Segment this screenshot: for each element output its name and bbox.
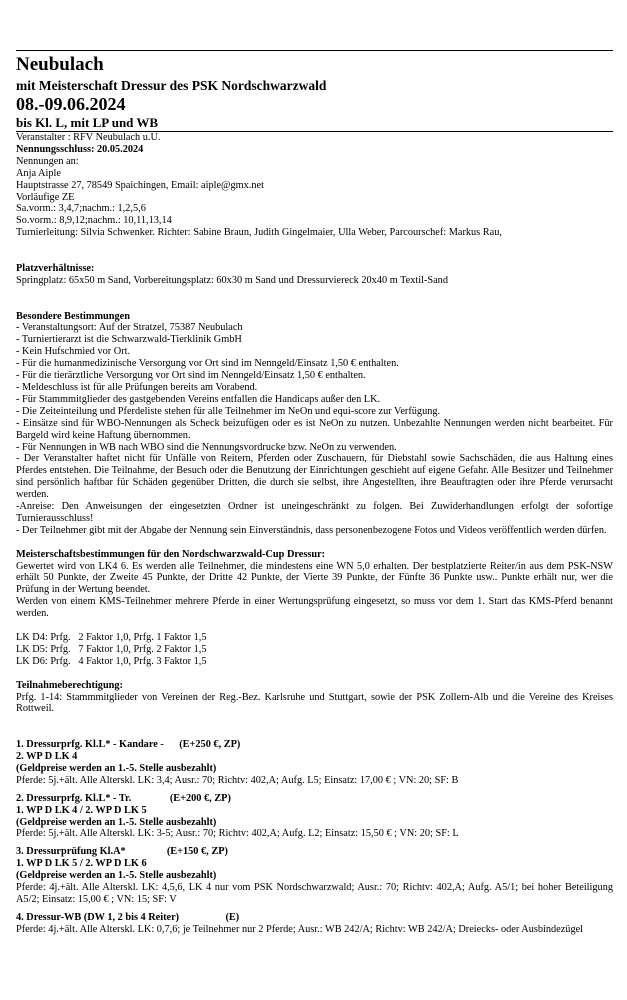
competition-prize-note: (Geldpreise werden an 1.-5. Stelle ausbezahlt) xyxy=(16,762,217,774)
competition-prize: (E) xyxy=(225,911,240,923)
special-rule: - Für Stammmitglieder des gastgebenden Vereins entfallen die Handicaps außer den LK. xyxy=(16,393,381,405)
championship-text: Gewertet wird von LK4 6. Es werden alle Teilnehmer, die mindestens eine WN 5,0 erhalten. Der bestplatzierte Reiter/in aus dem PSK-NSW erhält 50 Punkte, der Zweite 45 Punkte, der Dritte 42 Punkte, der Vierte 39 Punkte, der Fünfte 36 Punkte usw.. Punkte erhält nur, wer die Prüfung in der Wertung beendet. xyxy=(16,560,613,596)
class-range: bis Kl. L, mit LP und WB xyxy=(16,115,159,130)
eligibility-heading: Teilnahmeberechtigung: xyxy=(16,679,123,691)
competition-details: Pferde: 5j.+ält. Alle Alterskl. LK: 3-5; Ausr.: 70; Richtv: 402,A; Aufg. L2; Einsatz: 15,50 € ; VN: 20; SF: L xyxy=(16,828,459,840)
lk-factor-line: LK D5: Prfg. 7 Faktor 1,0, Prfg. 2 Faktor 1,5 xyxy=(16,643,207,655)
competition-title: 3. Dressurprüfung Kl.A* (E+150 €, ZP) xyxy=(16,846,228,858)
lk-factor-line: LK D6: Prfg. 4 Faktor 1,0, Prfg. 3 Faktor 1,5 xyxy=(16,655,207,667)
contact-name: Anja Aiple xyxy=(16,167,61,179)
page-title: Neubulach xyxy=(16,54,104,75)
officials-line: Turnierleitung: Silvia Schwenker. Richter: Sabine Braun, Judith Gingelmaier, Ulla Weber, Parcourschef: Markus Rau, xyxy=(16,227,502,239)
competition-block xyxy=(16,793,613,841)
special-rule: - Turniertierarzt ist die Schwarzwald-Tierklinik GmbH xyxy=(16,334,242,346)
entries-to-label: Nennungen an: xyxy=(16,155,79,167)
eligibility-text: Prfg. 1-14: Stammmitglieder von Vereinen der Reg.-Bez. Karlsruhe und Stuttgart, sowie der PSK Zollern-Alb und die Vereine des Kreises Rottweil. xyxy=(16,691,613,715)
competition-prize: (E+200 €, ZP) xyxy=(169,792,231,804)
special-rule: - Für die tierärztliche Versorgung vor Ort sind im Nenngeld/Einsatz 1,50 € enthalten. xyxy=(16,370,366,382)
competition-details: Pferde: 5j.+ält. Alle Alterskl. LK: 3,4; Ausr.: 70; Richtv: 402,A; Aufg. L5; Einsatz: 17,00 € ; VN: 20; SF: B xyxy=(16,774,459,786)
competition-prize: (E+250 €, ZP) xyxy=(179,739,241,751)
special-rule: - Kein Hufschmied vor Ort. xyxy=(16,346,131,358)
competition-block xyxy=(16,846,613,906)
special-rule: - Die Zeiteinteilung und Pferdeliste stehen für alle Teilnehmer im NeOn und equi-score zur Verfügung. xyxy=(16,405,441,417)
competition-wp: 1. WP D LK 4 / 2. WP D LK 5 xyxy=(16,804,147,816)
schedule-sunday: So.vorm.: 8,9,12;nachm.: 10,11,13,14 xyxy=(16,215,172,227)
organizer-line: Veranstalter : RFV Neubulach u.U. xyxy=(16,132,161,143)
championship-heading: Meisterschaftsbestimmungen für den Nordschwarzwald-Cup Dressur: xyxy=(16,548,326,560)
page-subtitle: mit Meisterschaft Dressur des PSK Nordschwarzwald xyxy=(16,78,327,93)
special-rule: - Der Teilnehmer gibt mit der Abgabe der Nennung sein Einverständnis, dass personenbezogene Fotos und Videos veröffentlich werden dürfen. xyxy=(16,524,607,536)
special-rule: - Für Nennungen in WB nach WBO sind die Nennungsvordrucke bzw. NeOn zu verwenden. xyxy=(16,441,397,453)
competition-details: Pferde: 4j.+ält. Alle Alterskl. LK: 4,5,6, LK 4 nur vom PSK Nordschwarzwald; Ausr.: 70; Richtv: 402,A; Aufg. A5/1; bei hoher Beteiligung A5/2; Einsatz: 15,00 € ; VN: 15; SF: V xyxy=(16,882,613,905)
special-rule: - Einsätze sind für WBO-Nennungen als Scheck beizufügen oder es ist NeOn zu nutzen. Unbezahlte Nennungen werden nicht bearbeitet. Für Bargeld wird keine Haftung übernommen. xyxy=(16,417,613,441)
championship-text: Werden von einem KMS-Teilnehmer mehrere Pferde in einer Wertungsprüfung eingesetzt, so muss vor dem 1. Start das KMS-Pferd benannt werden. xyxy=(16,596,613,620)
competition-details: Pferde: 4j.+ält. Alle Alterskl. LK: 0,7,6; je Teilnehmer nur 2 Pferde; Ausr.: WB 242/A; Richtv: WB 242/A; Dreiecks- oder Ausbindezügel xyxy=(16,923,584,935)
competition-title: 2. Dressurprfg. Kl.L* - Tr. (E+200 €, ZP) xyxy=(16,792,231,804)
special-rule: -Anreise: Den Anweisungen der eingesetzten Ordner ist uneingeschränkt zu folgen. Bei Zuwiderhandlungen erfolgt der sofortige Turnierausschluss! xyxy=(16,501,613,524)
info-block xyxy=(16,132,613,936)
schedule-label: Vorläufige ZE xyxy=(16,191,75,203)
special-rule: - Für die humanmedizinische Versorgung vor Ort sind im Nenngeld/Einsatz 1,50 € enthalten. xyxy=(16,358,399,370)
competition-block xyxy=(16,912,613,936)
entry-deadline: Nennungsschluss: 20.05.2024 xyxy=(16,143,144,155)
special-rule: - Veranstaltungsort: Auf der Stratzel, 75387 Neubulach xyxy=(16,322,243,334)
competition-block xyxy=(16,739,613,787)
top-rule xyxy=(16,50,613,51)
competition-title: 4. Dressur-WB (DW 1, 2 bis 4 Reiter) (E) xyxy=(16,911,240,923)
document-page xyxy=(16,0,613,936)
venue-heading: Platzverhältnisse: xyxy=(16,262,95,274)
competition-prize-note: (Geldpreise werden an 1.-5. Stelle ausbezahlt) xyxy=(16,870,217,882)
competition-prize-note: (Geldpreise werden an 1.-5. Stelle ausbezahlt) xyxy=(16,816,217,828)
venue-text: Springplatz: 65x50 m Sand, Vorbereitungsplatz: 60x30 m Sand und Dressurviereck 20x40 m Textil-Sand xyxy=(16,274,448,286)
special-rule: - Der Veranstalter haftet nicht für Unfälle von Reitern, Pferden oder Zuschauern, für Diebstahl sowie Sachschäden, die aus Haltung eines Pferdes entstehen. Die Teilnahme, der Besuch oder die Benutzung der Einrichtungen geschieht auf eigene Gefahr. Alle Besitzer und Teilnehmer sind persönlich haftbar für Schäden gegenüber Dritten, die durch sie selbst, ihre Angestellten, ihre Beauftragten oder ihre Pferde verursacht werden. xyxy=(16,453,613,501)
competition-prize: (E+150 €, ZP) xyxy=(166,846,228,858)
competition-title: 1. Dressurprfg. Kl.L* - Kandare - (E+250 €, ZP) xyxy=(16,739,241,751)
event-date: 08.-09.06.2024 xyxy=(16,94,126,114)
competition-wp: 2. WP D LK 4 xyxy=(16,751,78,763)
schedule-saturday: Sa.vorm.: 3,4,7;nachm.: 1,2,5,6 xyxy=(16,203,146,215)
special-rules-heading: Besondere Bestimmungen xyxy=(16,310,130,322)
contact-address: Hauptstrasse 27, 78549 Spaichingen, Email: aiple@gmx.net xyxy=(16,179,264,191)
lk-factor-line: LK D4: Prfg. 2 Faktor 1,0, Prfg. 1 Faktor 1,5 xyxy=(16,632,207,643)
special-rule: - Meldeschluss ist für alle Prüfungen bereits am Vorabend. xyxy=(16,382,258,393)
competition-wp: 1. WP D LK 5 / 2. WP D LK 6 xyxy=(16,858,147,870)
